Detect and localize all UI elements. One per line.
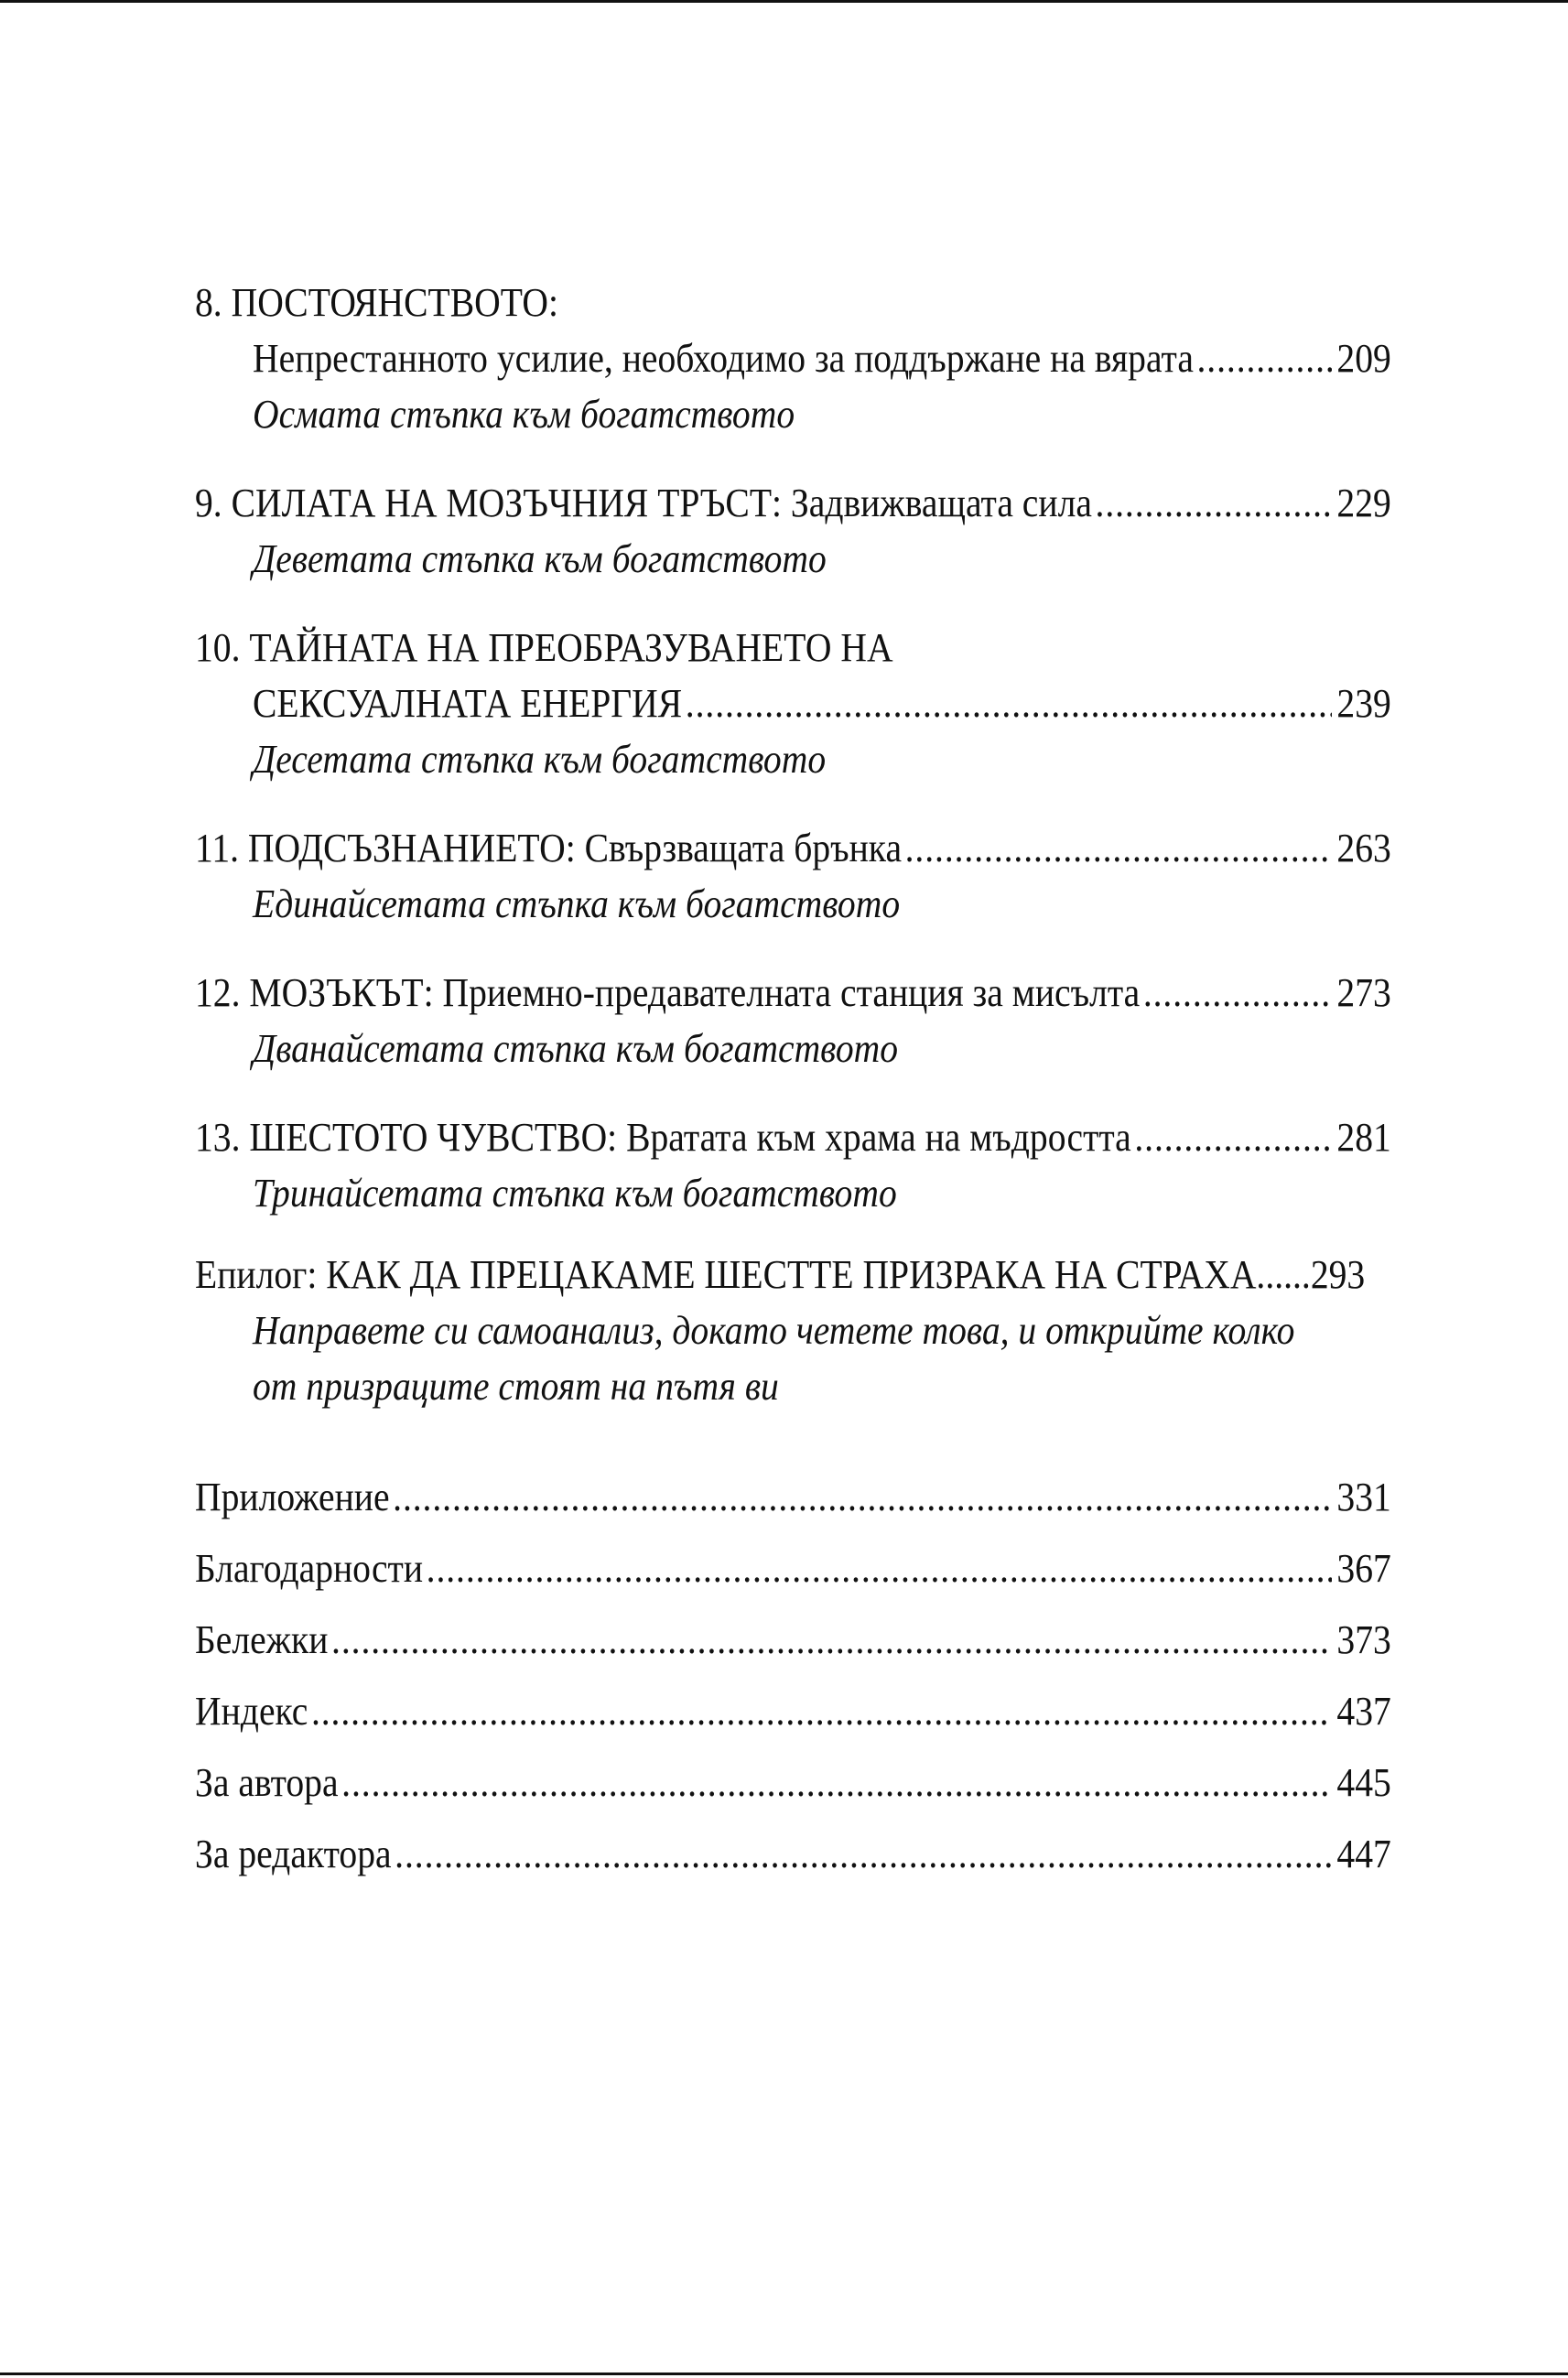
toc-entry-chapter-12[interactable] (195, 965, 1391, 1076)
back-matter (195, 1469, 1391, 1882)
epilogue-page: 293 (1310, 1252, 1366, 1297)
chapter-10-page: 239 (1336, 681, 1391, 726)
chapter-13-page: 281 (1336, 1115, 1391, 1160)
acknowledgements-page: 367 (1336, 1546, 1391, 1591)
bottom-rule (0, 2373, 1568, 2375)
chapter-11-page: 263 (1336, 826, 1391, 870)
chapter-9-page: 229 (1336, 481, 1391, 525)
epilogue-title: Епилог: КАК ДА ПРЕЦАКАМЕ ШЕСТТЕ ПРИЗРАКА НА СТРАХА (195, 1252, 1257, 1297)
chapter-13-title: 13. ШЕСТОТО ЧУВСТВО: Вратата към храма на мъдростта (195, 1115, 1131, 1160)
toc-entry-about-author[interactable] (195, 1755, 1391, 1811)
table-of-contents (195, 275, 1391, 1897)
chapter-12-step: Дванайсетата стъпка към богатството (253, 1026, 899, 1071)
leader-dots (393, 1469, 1332, 1525)
chapter-10-step: Десетата стъпка към богатството (253, 737, 827, 782)
notes-page: 373 (1336, 1617, 1391, 1662)
toc-entry-chapter-10[interactable] (195, 620, 1391, 787)
leader-dots (686, 676, 1332, 731)
about-editor-label: За редактора (195, 1832, 392, 1876)
chapter-12-title: 12. МОЗЪКЪТ: Приемно-предавателната станция за мисълта (195, 970, 1141, 1015)
appendix-page: 331 (1336, 1475, 1391, 1519)
toc-entry-appendix[interactable] (195, 1469, 1391, 1525)
epilogue-subtitle-line-1: Направете си самоанализ, докато четете това, и открийте колко (253, 1308, 1295, 1353)
chapter-11-title: 11. ПОДСЪЗНАНИЕТО: Свързващата брънка (195, 826, 903, 870)
leader-dots (341, 1755, 1332, 1811)
chapter-11-step: Единайсетата стъпка към богатството (253, 881, 901, 926)
chapter-11-row[interactable] (195, 820, 1391, 876)
toc-entry-index[interactable] (195, 1683, 1391, 1739)
epilogue-subtitle-line-2: от призраците стоят на пътя ви (253, 1364, 779, 1409)
chapter-9-step: Деветата стъпка към богатството (253, 536, 827, 581)
chapter-8-step: Осмата стъпка към богатството (253, 392, 795, 437)
chapter-12-row[interactable] (195, 965, 1391, 1021)
chapter-10-row[interactable] (195, 676, 1391, 731)
notes-label: Бележки (195, 1617, 329, 1662)
leader-dots (427, 1540, 1332, 1596)
leader-dots (1134, 1109, 1332, 1165)
leader-dots (1096, 475, 1332, 531)
leader-dots (1143, 965, 1332, 1021)
chapter-9-row[interactable] (195, 475, 1391, 531)
index-page: 437 (1336, 1689, 1391, 1734)
toc-entry-chapter-11[interactable] (195, 820, 1391, 932)
toc-entry-epilogue[interactable] (195, 1247, 1391, 1414)
about-editor-page: 447 (1336, 1832, 1391, 1876)
chapter-13-step: Тринайсетата стъпка към богатството (253, 1171, 897, 1216)
chapter-10-heading: 10. ТАЙНАТА НА ПРЕОБРАЗУВАНЕТО НА (195, 625, 893, 670)
index-label: Индекс (195, 1689, 308, 1734)
about-author-label: За автора (195, 1760, 339, 1805)
chapter-8-page: 209 (1336, 336, 1391, 381)
leader-dots (395, 1826, 1332, 1882)
about-author-page: 445 (1336, 1760, 1391, 1805)
chapter-10-title: СЕКСУАЛНАТА ЕНЕРГИЯ (253, 681, 683, 726)
chapter-8-row[interactable] (195, 330, 1391, 386)
toc-entry-about-editor[interactable] (195, 1826, 1391, 1882)
leader-dots (1196, 330, 1332, 386)
epilogue-dots: ...... (1256, 1252, 1311, 1297)
acknowledgements-label: Благодарности (195, 1546, 424, 1591)
toc-entry-notes[interactable] (195, 1612, 1391, 1668)
chapter-12-page: 273 (1336, 970, 1391, 1015)
top-rule (0, 0, 1568, 3)
appendix-label: Приложение (195, 1475, 390, 1519)
toc-entry-chapter-8[interactable] (195, 275, 1391, 442)
leader-dots (331, 1612, 1332, 1668)
leader-dots (311, 1683, 1332, 1739)
chapter-8-title: Непрестанното усилие, необходимо за поддържане на вярата (253, 336, 1194, 381)
toc-entry-chapter-9[interactable] (195, 475, 1391, 587)
toc-entry-chapter-13[interactable] (195, 1109, 1391, 1221)
epilogue-row[interactable] (195, 1247, 1391, 1302)
leader-dots (905, 820, 1332, 876)
toc-entry-acknowledgements[interactable] (195, 1540, 1391, 1596)
chapter-9-title: 9. СИЛАТА НА МОЗЪЧНИЯ ТРЪСТ: Задвижващата сила (195, 481, 1092, 525)
chapter-13-row[interactable] (195, 1109, 1391, 1165)
chapter-8-heading: 8. ПОСТОЯНСТВОТО: (195, 280, 559, 325)
